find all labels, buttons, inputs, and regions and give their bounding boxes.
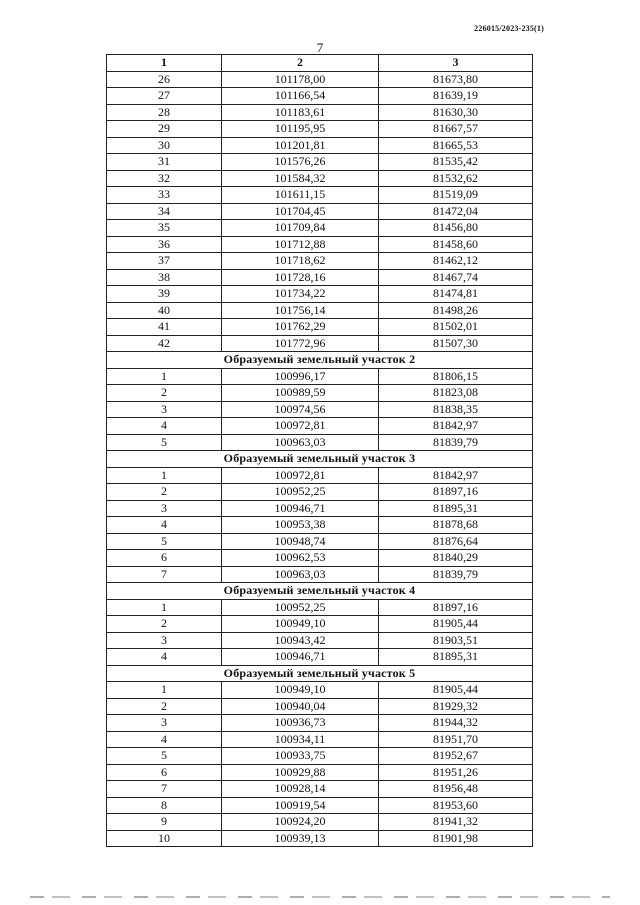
y-coordinate-cell: 81842,97	[379, 467, 533, 484]
point-number-cell: 39	[107, 286, 222, 303]
table-row	[107, 550, 533, 567]
y-coordinate-cell: 81897,16	[379, 599, 533, 616]
point-number-cell: 6	[107, 550, 222, 567]
point-number-cell: 1	[107, 599, 222, 616]
table-row	[107, 286, 533, 303]
y-coordinate-cell: 81532,62	[379, 170, 533, 187]
y-coordinate-cell: 81507,30	[379, 335, 533, 352]
point-number-cell: 10	[107, 830, 222, 847]
y-coordinate-cell: 81903,51	[379, 632, 533, 649]
table-row	[107, 401, 533, 418]
table-row	[107, 715, 533, 732]
y-coordinate-cell: 81823,08	[379, 385, 533, 402]
point-number-cell: 2	[107, 484, 222, 501]
x-coordinate-cell: 100972,81	[222, 467, 379, 484]
table-row	[107, 434, 533, 451]
table-row	[107, 731, 533, 748]
x-coordinate-cell: 101166,54	[222, 88, 379, 105]
y-coordinate-cell: 81519,09	[379, 187, 533, 204]
x-coordinate-cell: 100936,73	[222, 715, 379, 732]
x-coordinate-cell: 100946,71	[222, 500, 379, 517]
y-coordinate-cell: 81876,64	[379, 533, 533, 550]
x-coordinate-cell: 101762,29	[222, 319, 379, 336]
x-coordinate-cell: 100928,14	[222, 781, 379, 798]
table-row	[107, 698, 533, 715]
y-coordinate-cell: 81840,29	[379, 550, 533, 567]
section-title: Образуемый земельный участок 4	[107, 583, 533, 600]
table-row	[107, 814, 533, 831]
table-row	[107, 236, 533, 253]
x-coordinate-cell: 100949,10	[222, 682, 379, 699]
x-coordinate-cell: 101195,95	[222, 121, 379, 138]
y-coordinate-cell: 81905,44	[379, 616, 533, 633]
section-header-row	[107, 583, 533, 600]
scan-artifact	[30, 896, 610, 898]
table-row	[107, 203, 533, 220]
point-number-cell: 2	[107, 616, 222, 633]
table-row	[107, 253, 533, 270]
y-coordinate-cell: 81956,48	[379, 781, 533, 798]
y-coordinate-cell: 81951,70	[379, 731, 533, 748]
table-row	[107, 484, 533, 501]
table-row	[107, 319, 533, 336]
table-row	[107, 632, 533, 649]
table-row	[107, 335, 533, 352]
x-coordinate-cell: 101709,84	[222, 220, 379, 237]
point-number-cell: 5	[107, 434, 222, 451]
table-row	[107, 104, 533, 121]
y-coordinate-cell: 81806,15	[379, 368, 533, 385]
table-header-row	[107, 55, 533, 72]
x-coordinate-cell: 101584,32	[222, 170, 379, 187]
table-row	[107, 533, 533, 550]
point-number-cell: 3	[107, 500, 222, 517]
table-row	[107, 830, 533, 847]
x-coordinate-cell: 101704,45	[222, 203, 379, 220]
point-number-cell: 2	[107, 385, 222, 402]
table-row	[107, 748, 533, 765]
point-number-cell: 28	[107, 104, 222, 121]
point-number-cell: 8	[107, 797, 222, 814]
point-number-cell: 3	[107, 401, 222, 418]
y-coordinate-cell: 81878,68	[379, 517, 533, 534]
x-coordinate-cell: 100989,59	[222, 385, 379, 402]
table-row	[107, 220, 533, 237]
point-number-cell: 26	[107, 71, 222, 88]
point-number-cell: 4	[107, 649, 222, 666]
table-row	[107, 187, 533, 204]
coordinates-table	[106, 54, 533, 847]
point-number-cell: 7	[107, 781, 222, 798]
point-number-cell: 4	[107, 418, 222, 435]
x-coordinate-cell: 101611,15	[222, 187, 379, 204]
point-number-cell: 3	[107, 715, 222, 732]
y-coordinate-cell: 81838,35	[379, 401, 533, 418]
y-coordinate-cell: 81842,97	[379, 418, 533, 435]
column-header: 2	[222, 55, 379, 72]
point-number-cell: 6	[107, 764, 222, 781]
x-coordinate-cell: 100974,56	[222, 401, 379, 418]
section-header-row	[107, 665, 533, 682]
point-number-cell: 1	[107, 368, 222, 385]
y-coordinate-cell: 81472,04	[379, 203, 533, 220]
x-coordinate-cell: 101734,22	[222, 286, 379, 303]
y-coordinate-cell: 81467,74	[379, 269, 533, 286]
y-coordinate-cell: 81665,53	[379, 137, 533, 154]
column-header: 1	[107, 55, 222, 72]
point-number-cell: 42	[107, 335, 222, 352]
table-row	[107, 649, 533, 666]
column-header: 3	[379, 55, 533, 72]
x-coordinate-cell: 100934,11	[222, 731, 379, 748]
x-coordinate-cell: 100996,17	[222, 368, 379, 385]
y-coordinate-cell: 81941,32	[379, 814, 533, 831]
table-row	[107, 269, 533, 286]
x-coordinate-cell: 100952,25	[222, 599, 379, 616]
point-number-cell: 36	[107, 236, 222, 253]
point-number-cell: 34	[107, 203, 222, 220]
x-coordinate-cell: 100972,81	[222, 418, 379, 435]
y-coordinate-cell: 81630,30	[379, 104, 533, 121]
y-coordinate-cell: 81502,01	[379, 319, 533, 336]
y-coordinate-cell: 81839,79	[379, 566, 533, 583]
x-coordinate-cell: 100943,42	[222, 632, 379, 649]
y-coordinate-cell: 81895,31	[379, 649, 533, 666]
table-row	[107, 302, 533, 319]
table-row	[107, 368, 533, 385]
table-row	[107, 764, 533, 781]
point-number-cell: 2	[107, 698, 222, 715]
y-coordinate-cell: 81535,42	[379, 154, 533, 171]
x-coordinate-cell: 100933,75	[222, 748, 379, 765]
point-number-cell: 1	[107, 467, 222, 484]
x-coordinate-cell: 100963,03	[222, 566, 379, 583]
y-coordinate-cell: 81897,16	[379, 484, 533, 501]
table-row	[107, 154, 533, 171]
table-row	[107, 781, 533, 798]
table-row	[107, 170, 533, 187]
section-title: Образуемый земельный участок 2	[107, 352, 533, 369]
point-number-cell: 7	[107, 566, 222, 583]
y-coordinate-cell: 81458,60	[379, 236, 533, 253]
x-coordinate-cell: 100940,04	[222, 698, 379, 715]
x-coordinate-cell: 100946,71	[222, 649, 379, 666]
y-coordinate-cell: 81895,31	[379, 500, 533, 517]
point-number-cell: 41	[107, 319, 222, 336]
x-coordinate-cell: 101718,62	[222, 253, 379, 270]
point-number-cell: 35	[107, 220, 222, 237]
x-coordinate-cell: 101201,81	[222, 137, 379, 154]
point-number-cell: 37	[107, 253, 222, 270]
table-row	[107, 517, 533, 534]
point-number-cell: 27	[107, 88, 222, 105]
y-coordinate-cell: 81474,81	[379, 286, 533, 303]
page-number: 7	[316, 40, 324, 55]
document-number: 226015/2023-235(1)	[474, 24, 544, 33]
y-coordinate-cell: 81929,32	[379, 698, 533, 715]
table-row	[107, 137, 533, 154]
point-number-cell: 32	[107, 170, 222, 187]
x-coordinate-cell: 100948,74	[222, 533, 379, 550]
table-row	[107, 418, 533, 435]
x-coordinate-cell: 100929,88	[222, 764, 379, 781]
y-coordinate-cell: 81667,57	[379, 121, 533, 138]
x-coordinate-cell: 101756,14	[222, 302, 379, 319]
point-number-cell: 33	[107, 187, 222, 204]
point-number-cell: 4	[107, 731, 222, 748]
table-row	[107, 71, 533, 88]
section-header-row	[107, 451, 533, 468]
table-row	[107, 682, 533, 699]
x-coordinate-cell: 101178,00	[222, 71, 379, 88]
y-coordinate-cell: 81498,26	[379, 302, 533, 319]
section-header-row	[107, 352, 533, 369]
y-coordinate-cell: 81462,12	[379, 253, 533, 270]
x-coordinate-cell: 101728,16	[222, 269, 379, 286]
point-number-cell: 5	[107, 533, 222, 550]
table-row	[107, 88, 533, 105]
y-coordinate-cell: 81901,98	[379, 830, 533, 847]
point-number-cell: 4	[107, 517, 222, 534]
table-body	[107, 71, 533, 847]
y-coordinate-cell: 81953,60	[379, 797, 533, 814]
point-number-cell: 31	[107, 154, 222, 171]
y-coordinate-cell: 81905,44	[379, 682, 533, 699]
y-coordinate-cell: 81951,26	[379, 764, 533, 781]
table-row	[107, 566, 533, 583]
point-number-cell: 29	[107, 121, 222, 138]
table-row	[107, 797, 533, 814]
section-title: Образуемый земельный участок 3	[107, 451, 533, 468]
point-number-cell: 30	[107, 137, 222, 154]
point-number-cell: 3	[107, 632, 222, 649]
x-coordinate-cell: 100952,25	[222, 484, 379, 501]
y-coordinate-cell: 81839,79	[379, 434, 533, 451]
point-number-cell: 1	[107, 682, 222, 699]
x-coordinate-cell: 100939,13	[222, 830, 379, 847]
point-number-cell: 9	[107, 814, 222, 831]
x-coordinate-cell: 100963,03	[222, 434, 379, 451]
y-coordinate-cell: 81944,32	[379, 715, 533, 732]
point-number-cell: 40	[107, 302, 222, 319]
y-coordinate-cell: 81456,80	[379, 220, 533, 237]
x-coordinate-cell: 100924,20	[222, 814, 379, 831]
x-coordinate-cell: 100962,53	[222, 550, 379, 567]
x-coordinate-cell: 100953,38	[222, 517, 379, 534]
table-row	[107, 385, 533, 402]
x-coordinate-cell: 101712,88	[222, 236, 379, 253]
x-coordinate-cell: 101183,61	[222, 104, 379, 121]
table-row	[107, 467, 533, 484]
y-coordinate-cell: 81639,19	[379, 88, 533, 105]
point-number-cell: 38	[107, 269, 222, 286]
table-row	[107, 500, 533, 517]
table-row	[107, 121, 533, 138]
x-coordinate-cell: 101772,96	[222, 335, 379, 352]
x-coordinate-cell: 100919,54	[222, 797, 379, 814]
table-row	[107, 599, 533, 616]
table-row	[107, 616, 533, 633]
section-title: Образуемый земельный участок 5	[107, 665, 533, 682]
x-coordinate-cell: 101576,26	[222, 154, 379, 171]
y-coordinate-cell: 81952,67	[379, 748, 533, 765]
y-coordinate-cell: 81673,80	[379, 71, 533, 88]
x-coordinate-cell: 100949,10	[222, 616, 379, 633]
point-number-cell: 5	[107, 748, 222, 765]
